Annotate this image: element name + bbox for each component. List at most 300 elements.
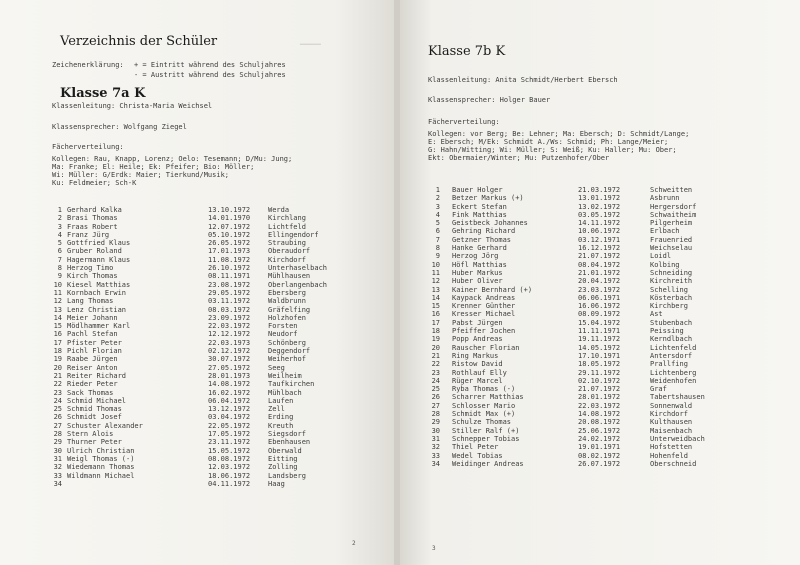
subject-heading: Fächerverteilung: <box>52 143 124 151</box>
birth-date: 23.08.1972 <box>208 280 251 289</box>
student-number: 10 <box>431 260 440 269</box>
birth-date: 22.03.1973 <box>208 338 251 347</box>
student-number: 9 <box>435 252 440 261</box>
birth-place: Hergersdorf <box>650 202 697 211</box>
student-name: Geistbeck Johannes <box>452 219 528 228</box>
student-name: Gottfried Klaus <box>67 239 131 248</box>
birth-place: Schönberg <box>268 338 306 347</box>
birth-date: 03.12.1971 <box>578 235 621 244</box>
student-number: 13 <box>53 305 62 314</box>
student-row <box>428 252 768 260</box>
student-name: Rieder Peter <box>67 380 118 389</box>
student-number: 3 <box>57 222 62 231</box>
student-name: Ring Markus <box>452 351 499 360</box>
birth-date: 19.01.1971 <box>578 443 621 452</box>
birth-place: Asbrunn <box>650 194 680 203</box>
student-number: 33 <box>53 471 62 480</box>
birth-place: Werda <box>268 206 290 214</box>
birth-place: Seeg <box>268 363 285 372</box>
student-name: Meier Johann <box>67 313 118 322</box>
student-row <box>428 236 768 244</box>
student-row <box>50 430 380 438</box>
student-row <box>428 194 768 202</box>
student-number: 16 <box>53 330 62 339</box>
student-name: Getzner Thomas <box>452 235 512 244</box>
student-row <box>50 372 380 380</box>
student-number: 26 <box>431 393 440 402</box>
birth-place: Weidenhofen <box>650 376 697 385</box>
subject-line: G: Hahn/Witting; Wi: Müller; S: Weiß; Ku: Haller; Mu: Ober; <box>428 146 677 154</box>
student-row <box>50 422 380 430</box>
student-number: 6 <box>435 227 440 236</box>
birth-place: Kolbing <box>650 260 680 269</box>
student-name: Rauscher Florian <box>452 343 520 352</box>
student-number: 5 <box>435 219 440 228</box>
birth-place: Oberaudorf <box>268 247 311 256</box>
student-number: 19 <box>53 355 62 364</box>
student-number: 5 <box>57 239 62 248</box>
student-number: 34 <box>431 459 440 468</box>
birth-date: 23.03.1972 <box>578 285 621 294</box>
subject-line: E: Ebersch; M/Ek: Schmidt A./Ws: Schmid; Ph: Lange/Meier; <box>428 138 669 146</box>
student-name: Rothlauf Elly <box>452 368 507 377</box>
class-teacher: Klassenleitung: Christa-Maria Weichsel <box>52 102 213 110</box>
birth-place: Prallfing <box>650 360 688 369</box>
student-row <box>50 239 380 247</box>
birth-date: 03.04.1972 <box>208 413 251 422</box>
birth-date: 08.02.1972 <box>578 451 621 460</box>
student-row <box>50 447 380 455</box>
student-name: Franz Jürg <box>67 230 110 239</box>
student-name: Schmidt Josef <box>67 413 122 422</box>
student-row <box>50 413 380 421</box>
student-row <box>50 306 380 314</box>
student-name: Herzog Timo <box>67 264 114 273</box>
student-name: Schmid Thomas <box>67 405 122 414</box>
birth-place: Lichtenberg <box>650 368 697 377</box>
student-row <box>50 339 380 347</box>
student-row <box>428 219 768 227</box>
birth-place: Zell <box>268 405 285 414</box>
birth-date: 14.08.1972 <box>578 410 621 419</box>
student-name: Reiter Richard <box>67 371 127 380</box>
student-row <box>50 389 380 397</box>
birth-date: 11.08.1972 <box>208 255 251 264</box>
student-name: Hagermann Klaus <box>67 255 131 264</box>
student-number: 15 <box>431 302 440 311</box>
subject-line: Ku: Feldmeier; Sch-K <box>52 179 137 187</box>
birth-date: 03.05.1972 <box>578 210 621 219</box>
student-name: Betzer Markus (+) <box>452 194 524 203</box>
student-row <box>50 355 380 363</box>
birth-date: 29.05.1972 <box>208 288 251 297</box>
student-row <box>428 393 768 401</box>
student-number: 19 <box>431 335 440 344</box>
student-number: 14 <box>53 313 62 322</box>
birth-date: 14.08.1972 <box>208 380 251 389</box>
student-number: 28 <box>53 430 62 439</box>
birth-place: Kirchdorf <box>650 410 688 419</box>
student-row <box>50 214 380 222</box>
birth-place: Weichselau <box>650 244 693 253</box>
student-name: Fink Matthias <box>452 210 507 219</box>
birth-place: Eitting <box>268 454 298 463</box>
student-row <box>50 405 380 413</box>
student-number: 21 <box>431 351 440 360</box>
student-name: Huber Oliver <box>452 277 503 286</box>
student-number: 16 <box>431 310 440 319</box>
student-name: Herzog Jörg <box>452 252 499 261</box>
birth-date: 21.07.1972 <box>578 252 621 261</box>
birth-date: 14.05.1972 <box>578 343 621 352</box>
birth-place: Unterweidbach <box>650 434 705 443</box>
student-number: 8 <box>435 244 440 253</box>
student-number: 29 <box>431 418 440 427</box>
birth-date: 08.04.1972 <box>578 260 621 269</box>
student-number: 20 <box>431 343 440 352</box>
birth-date: 30.07.1972 <box>208 355 251 364</box>
birth-date: 23.09.1972 <box>208 313 251 322</box>
student-row <box>428 211 768 219</box>
birth-place: Hofstetten <box>650 443 693 452</box>
student-row <box>428 344 768 352</box>
student-number: 22 <box>431 360 440 369</box>
birth-place: Pilgerheim <box>650 219 693 228</box>
student-row <box>428 427 768 435</box>
student-row <box>50 264 380 272</box>
birth-date: 18.05.1972 <box>578 360 621 369</box>
student-number: 31 <box>53 454 62 463</box>
student-row <box>50 206 380 214</box>
birth-place: Oberwald <box>268 446 302 455</box>
student-row <box>50 438 380 446</box>
subject-line: Kollegen: Rau, Knapp, Lorenz; Oelo: Tesemann; D/Mu: Jung; <box>52 155 293 163</box>
birth-place: Loidl <box>650 252 672 261</box>
student-name: Wildmann Michael <box>67 471 135 480</box>
student-number: 22 <box>53 380 62 389</box>
birth-place: Schelling <box>650 285 688 294</box>
student-row <box>428 385 768 393</box>
class-title-7a: Klasse 7a K <box>60 86 146 101</box>
legend-line-1 <box>52 62 286 69</box>
birth-date: 21.07.1972 <box>578 385 621 394</box>
student-number: 18 <box>431 327 440 336</box>
student-row <box>428 227 768 235</box>
student-row <box>50 223 380 231</box>
birth-place: Graf <box>650 385 667 394</box>
student-name: Schulze Thomas <box>452 418 512 427</box>
birth-date: 02.10.1972 <box>578 376 621 385</box>
student-name: Hanke Gerhard <box>452 244 507 253</box>
birth-date: 23.11.1972 <box>208 438 251 447</box>
birth-date: 13.10.1972 <box>208 206 251 214</box>
birth-date: 13.02.1972 <box>578 202 621 211</box>
student-number: 8 <box>57 264 62 273</box>
birth-place: Hohenfeld <box>650 451 688 460</box>
student-row <box>428 294 768 302</box>
student-row <box>428 244 768 252</box>
student-number: 32 <box>53 463 62 472</box>
student-number: 25 <box>53 405 62 414</box>
student-row <box>428 435 768 443</box>
birth-place: Siegsdorf <box>268 430 306 439</box>
student-name: Weidinger Andreas <box>452 459 524 468</box>
student-number: 12 <box>431 277 440 286</box>
student-name: Ulrich Christian <box>67 446 135 455</box>
class-spokesperson: Klassensprecher: Wolfgang Ziegel <box>52 123 187 131</box>
student-row <box>50 330 380 338</box>
student-name: Schmid Michael <box>67 396 127 405</box>
birth-place: Erding <box>268 413 294 422</box>
birth-place: Oberschneid <box>650 459 697 468</box>
student-number: 9 <box>57 272 62 281</box>
birth-place: Waldbrunn <box>268 297 306 306</box>
subject-line: Ma: Franke; El: Heile; Ek: Pfeifer; Bio: Möller; <box>52 163 255 171</box>
student-number: 13 <box>431 285 440 294</box>
birth-date: 08.09.1972 <box>578 310 621 319</box>
page-number: 2 <box>352 540 356 547</box>
birth-place: Forsten <box>268 322 298 331</box>
student-row <box>428 286 768 294</box>
birth-date: 15.04.1972 <box>578 318 621 327</box>
student-name: Thiel Peter <box>452 443 499 452</box>
student-number: 25 <box>431 385 440 394</box>
student-name: Kaypack Andreas <box>452 293 516 302</box>
student-number: 17 <box>431 318 440 327</box>
birth-place: Kirchlang <box>268 214 306 223</box>
birth-place: Laufen <box>268 396 294 405</box>
student-row <box>428 186 768 194</box>
class-teacher: Klassenleitung: Anita Schmidt/Herbert Ebersch <box>428 76 618 84</box>
birth-date: 28.01.1972 <box>578 393 621 402</box>
class-spokesperson: Klassensprecher: Holger Bauer <box>428 96 551 104</box>
birth-date: 13.01.1972 <box>578 194 621 203</box>
student-number: 6 <box>57 247 62 256</box>
birth-date: 19.11.1972 <box>578 335 621 344</box>
birth-date: 11.11.1971 <box>578 327 621 336</box>
student-name: Huber Markus <box>452 268 503 277</box>
birth-date: 26.07.1972 <box>578 459 621 468</box>
student-name: Schlosser Mario <box>452 401 516 410</box>
birth-date: 26.05.1972 <box>208 239 251 248</box>
birth-date: 22.03.1972 <box>208 322 251 331</box>
student-row <box>428 402 768 410</box>
birth-place: Antersdorf <box>650 351 693 360</box>
student-row <box>50 231 380 239</box>
legend-entry-leave: - = Austritt während des Schuljahres <box>134 71 286 79</box>
student-number: 23 <box>53 388 62 397</box>
student-name: Sack Thomas <box>67 388 114 397</box>
birth-place: Neudorf <box>268 330 298 339</box>
student-name: Schmidt Max (+) <box>452 410 516 419</box>
student-row <box>428 203 768 211</box>
student-name: Pabst Jürgen <box>452 318 503 327</box>
birth-place: Schwaitheim <box>650 210 697 219</box>
student-row <box>428 369 768 377</box>
birth-place: Deggendorf <box>268 347 311 356</box>
student-name: Pfister Peter <box>67 338 122 347</box>
student-row <box>428 261 768 269</box>
page-title: Verzeichnis der Schüler <box>60 34 218 49</box>
birth-date: 12.03.1972 <box>208 463 251 472</box>
birth-date: 05.10.1972 <box>208 230 251 239</box>
student-list-7b <box>428 186 768 468</box>
birth-place: Kulthausen <box>650 418 693 427</box>
birth-place: Lichtenfeld <box>650 343 697 352</box>
student-number: 24 <box>53 396 62 405</box>
student-name: Krenner Günther <box>452 302 516 311</box>
birth-date: 17.05.1972 <box>208 430 251 439</box>
birth-place: Kerndlbach <box>650 335 693 344</box>
birth-date: 22.03.1972 <box>578 401 621 410</box>
birth-date: 06.06.1971 <box>578 293 621 302</box>
student-name: Bauer Holger <box>452 186 503 194</box>
student-row <box>428 418 768 426</box>
student-number: 28 <box>431 410 440 419</box>
left-page <box>0 0 395 565</box>
student-row <box>428 310 768 318</box>
student-row <box>50 247 380 255</box>
student-number: 2 <box>435 194 440 203</box>
birth-place: Gräfelfing <box>268 305 311 314</box>
student-number: 11 <box>431 268 440 277</box>
student-list-7a <box>50 206 380 488</box>
birth-place: Lichtfeld <box>268 222 306 231</box>
birth-date: 22.05.1972 <box>208 421 251 430</box>
student-name: Kresser Michael <box>452 310 516 319</box>
birth-date: 17.01.1973 <box>208 247 251 256</box>
student-name: Lang Thomas <box>67 297 114 306</box>
page-number: 3 <box>432 545 436 552</box>
right-page <box>400 0 800 565</box>
birth-place: Kirchberg <box>650 302 688 311</box>
student-number: 7 <box>57 255 62 264</box>
birth-place: Frauenried <box>650 235 693 244</box>
birth-date: 29.11.1972 <box>578 368 621 377</box>
birth-place: Ebenhausen <box>268 438 311 447</box>
birth-date: 16.02.1972 <box>208 388 251 397</box>
student-number: 14 <box>431 293 440 302</box>
student-row <box>428 269 768 277</box>
student-row <box>50 297 380 305</box>
subject-heading: Fächerverteilung: <box>428 118 500 126</box>
student-row <box>50 472 380 480</box>
student-row <box>50 289 380 297</box>
student-row <box>50 347 380 355</box>
student-name: Kiesel Matthias <box>67 280 131 289</box>
student-row <box>428 277 768 285</box>
student-name: Weigl Thomas (-) <box>67 454 135 463</box>
birth-place: Taufkirchen <box>268 380 315 389</box>
subject-line: Ekt: Obermaier/Winter; Mu: Putzenhofer/Ober <box>428 154 610 162</box>
student-number: 17 <box>53 338 62 347</box>
birth-place: Haag <box>268 479 285 488</box>
birth-date: 18.06.1972 <box>208 471 251 480</box>
student-row <box>428 410 768 418</box>
birth-date: 12.07.1972 <box>208 222 251 231</box>
student-row <box>50 281 380 289</box>
student-number: 32 <box>431 443 440 452</box>
student-number: 10 <box>53 280 62 289</box>
student-row <box>50 397 380 405</box>
student-name: Kainer Bernhard (+) <box>452 285 533 294</box>
birth-date: 02.12.1972 <box>208 347 251 356</box>
student-name: Brasi Thomas <box>67 214 118 223</box>
birth-date: 26.10.1972 <box>208 264 251 273</box>
legend-label: Zeichenerklärung: <box>52 61 124 69</box>
student-row <box>50 322 380 330</box>
student-number: 23 <box>431 368 440 377</box>
birth-place: Ast <box>650 310 663 319</box>
birth-date: 03.11.1972 <box>208 297 251 306</box>
birth-date: 28.01.1973 <box>208 371 251 380</box>
birth-place: Oberlangenbach <box>268 280 328 289</box>
birth-date: 04.11.1972 <box>208 479 251 488</box>
student-number: 3 <box>435 202 440 211</box>
student-number: 4 <box>435 210 440 219</box>
birth-place: Erlbach <box>650 227 680 236</box>
student-name: Höfl Matthias <box>452 260 507 269</box>
student-row <box>50 314 380 322</box>
birth-place: Ellingendorf <box>268 230 319 239</box>
birth-place: Sonnenwald <box>650 401 693 410</box>
birth-date: 08.08.1972 <box>208 454 251 463</box>
birth-place: Straubing <box>268 239 306 248</box>
birth-place: Weilheim <box>268 371 302 380</box>
birth-place: Unterhaselbach <box>268 264 328 273</box>
student-name: Pachl Stefan <box>67 330 118 339</box>
student-name: Ryba Thomas (-) <box>452 385 516 394</box>
student-number: 27 <box>431 401 440 410</box>
birth-place: Mühlbach <box>268 388 302 397</box>
student-name: Thurner Peter <box>67 438 122 447</box>
student-name: Wedel Tobias <box>452 451 503 460</box>
subject-line: Kollegen: vor Berg; Be: Lehner; Ma: Ebersch; D: Schmidt/Lange; <box>428 130 690 138</box>
student-name: Gerhard Kalka <box>67 206 122 214</box>
student-row <box>428 452 768 460</box>
birth-place: Zolling <box>268 463 298 472</box>
birth-place: Stubenbach <box>650 318 693 327</box>
birth-date: 06.04.1972 <box>208 396 251 405</box>
student-row <box>428 327 768 335</box>
student-number: 4 <box>57 230 62 239</box>
student-row <box>428 352 768 360</box>
student-row <box>50 256 380 264</box>
student-number: 2 <box>57 214 62 223</box>
student-name: Ristow David <box>452 360 503 369</box>
birth-date: 08.03.1972 <box>208 305 251 314</box>
student-row <box>50 455 380 463</box>
birth-place: Mühlhausen <box>268 272 311 281</box>
birth-date: 17.10.1971 <box>578 351 621 360</box>
student-name: Wiedemann Thomas <box>67 463 135 472</box>
student-row <box>428 443 768 451</box>
birth-place: Kreuth <box>268 421 294 430</box>
student-name: Raabe Jürgen <box>67 355 118 364</box>
birth-place: Kirchdorf <box>268 255 306 264</box>
birth-date: 16.12.1972 <box>578 244 621 253</box>
student-row <box>428 460 768 468</box>
student-name: Kornbach Erwin <box>67 288 127 297</box>
student-name: Eckert Stefan <box>452 202 507 211</box>
legend-entry-join: + = Eintritt während des Schuljahres <box>134 61 286 69</box>
birth-place: Landsberg <box>268 471 306 480</box>
student-name: Rüger Marcel <box>452 376 503 385</box>
student-name: Scharrer Matthias <box>452 393 524 402</box>
student-number: 33 <box>431 451 440 460</box>
student-name: Popp Andreas <box>452 335 503 344</box>
birth-date: 27.05.1972 <box>208 363 251 372</box>
